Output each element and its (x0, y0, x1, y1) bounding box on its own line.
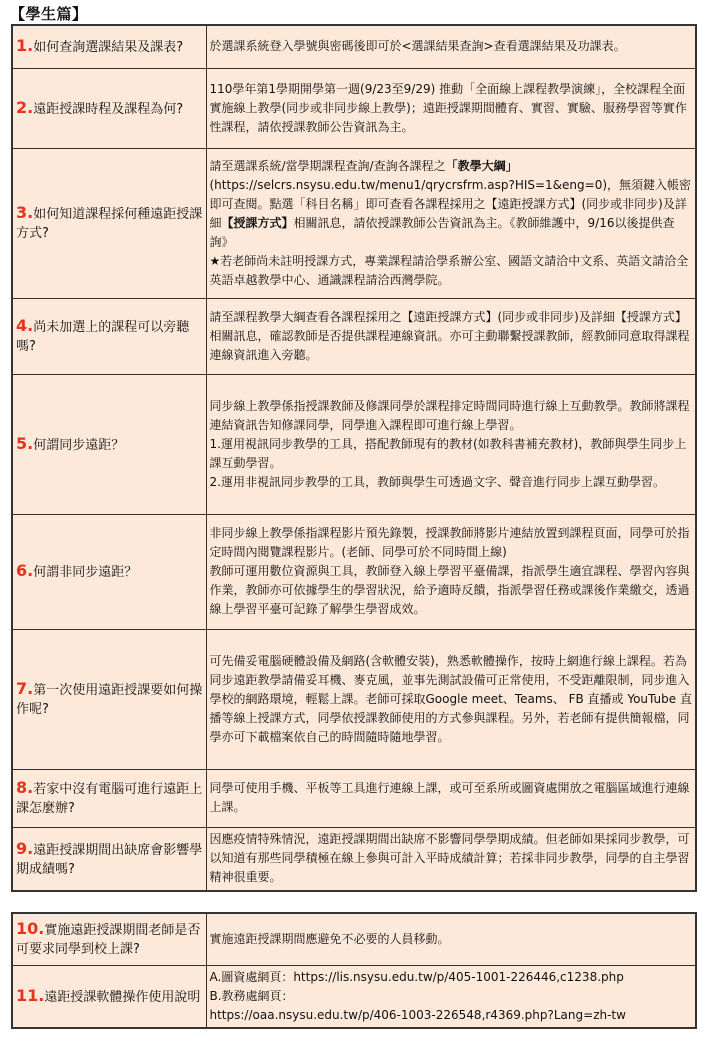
answer-cell: 同學可使用手機、平板等工具進行連線上課，或可至系所或圖資處開放之電腦區域進行連線上課。 (206, 769, 696, 827)
question-number: 7. (16, 679, 34, 698)
question-text: 遠距授課時程及課程為何? (33, 101, 184, 117)
question-text: 若家中沒有電腦可進行遠距上課怎麼辦? (16, 782, 203, 816)
question-cell (12, 25, 206, 68)
answer-cell: 請至課程教學大綱查看各課程採用之【遠距授課方式】(同步或非同步)及詳細【授課方式】相關訊息，確認教師是否提供課程連線資訊。亦可主動聯繫授課教師，經教師同意取得課程連線資訊進入旁聽。 (206, 298, 696, 374)
answer-text: (https://selcrs.nsysu.edu.tw/menu1/qrycrsfrm.asp?HIS=1&eng=0)，無須鍵入帳密即可查閱。點選「科目名稱」即可查看各課程採用之【遠距授課方式】(同步或非同步)及詳細 (209, 177, 692, 230)
answer-cell (206, 514, 696, 629)
answer-line: 非同步線上教學係指課程影片預先錄製，授課教師將影片連結放置到課程頁面，同學可於指定時間內閱覽課程影片。(老師、同學可於不同時間上線) (209, 526, 690, 559)
answer-cell: 110學年第1學期開學第一週(9/23至9/29) 推動「全面線上課程教學演練」，全校課程全面實施線上教學(同步或非同步線上教學)；遠距授課期間體育、實習、實驗、服務學習等實作性課程，請依授課教師公告資訊為主。 (206, 68, 696, 148)
answer-cell (206, 374, 696, 514)
question-number: 6. (16, 561, 34, 580)
question-number: 1. (16, 36, 34, 56)
answer-text: 請至選課系統/當學期課程查詢/查詢各課程之 (209, 158, 446, 173)
faq-row-3 (12, 148, 696, 298)
faq-row-7 (12, 629, 696, 769)
question-cell (12, 148, 206, 298)
answer-cell: 因應疫情特殊情況，遠距授課期間出缺席不影響同學學期成績。但老師如果採同步教學，可以知道有那些同學積極在線上參與可計入平時成績計算；若採非同步教學，同學的自主學習精神很重要。 (206, 827, 696, 891)
question-text: 何謂同步遠距？ (33, 437, 125, 453)
question-text: 如何查詢選課結果及課表? (33, 40, 184, 56)
question-number: 2. (16, 97, 34, 117)
answer-cell: 可先備妥電腦硬體設備及網路(含軟體安裝)，熟悉軟體操作，按時上網進行線上課程。若為同步遠距教學請備妥耳機、麥克風，並事先測試設備可正常使用，不受距離限制，同步進入學校的網路環境，輕鬆上課。老師可採取Google meet、Teams、 FB 直播或 YouTube 直播等線上授課方式，同學依授課教師使用的方式參與課程。另外，若老師有提供簡報檔，同學亦可下載檔案依自己的時間隨時隨地學習。 (206, 629, 696, 769)
question-cell (12, 68, 206, 148)
question-number: 8. (16, 778, 34, 797)
question-number: 5. (16, 433, 34, 453)
faq-row-8 (12, 769, 696, 827)
answer-line: 2.運用非視訊同步教學的工具，教師與學生可透過文字、聲音進行同步上課互動學習。 (209, 474, 665, 489)
question-text: 遠距授課軟體操作使用說明 (44, 989, 201, 1005)
faq-row-5 (12, 374, 696, 514)
faq-table-extra (11, 912, 697, 1029)
question-text: 何謂非同步遠距？ (33, 565, 138, 580)
question-cell (12, 298, 206, 374)
answer-note: ★若老師尚未註明授課方式，專業課程請洽學系辦公室、國語文請洽中文系、英語文請洽全英語卓越教學中心、通識課程請洽西灣學院。 (209, 253, 689, 287)
faq-row-10 (12, 913, 696, 965)
answer-cell: 實施遠距授課期間應避免不必要的人員移動。 (206, 913, 696, 965)
question-number: 10. (16, 919, 45, 939)
question-text: 如何知道課程採何種遠距授課方式? (16, 207, 203, 241)
faq-row-11 (12, 965, 696, 1028)
faq-table (11, 24, 697, 892)
answer-cell (206, 148, 696, 298)
answer-cell (206, 965, 696, 1028)
question-text: 遠距授課期間出缺席會影響學期成績嗎? (16, 842, 203, 877)
answer-line: 同步線上教學係指授課教師及修課同學於課程排定時間同時進行線上互動教學。教師將課程連結資訊告知修課同學，同學進入課程即可進行線上學習。 (209, 398, 690, 432)
library-link[interactable]: A.圖資處網頁：https://lis.nsysu.edu.tw/p/405-1001-226446,c1238.php (209, 969, 624, 984)
faq-row-2 (12, 68, 696, 148)
faq-row-1 (12, 25, 696, 68)
question-number: 9. (16, 838, 34, 858)
question-cell (12, 629, 206, 769)
question-cell (12, 769, 206, 827)
question-text: 第一次使用遠距授課要如何操作呢? (16, 683, 203, 717)
answer-cell: 於選課系統登入學號與密碼後即可於<選課結果查詢>查看選課結果及功課表。 (206, 25, 696, 68)
faq-row-9 (12, 827, 696, 891)
answer-line: B.教務處網頁： (209, 988, 294, 1003)
question-cell (12, 374, 206, 514)
academic-affairs-link[interactable]: https://oaa.nsysu.edu.tw/p/406-1003-226548,r4369.php?Lang=zh-tw (209, 1007, 626, 1022)
question-number: 4. (16, 316, 34, 335)
answer-line: 1.運用視訊同步教學的工具，搭配教師現有的教材(如教科書補充教材)，教師與學生同步上課互動學習。 (209, 436, 687, 470)
answer-line: 教師可運用數位資源與工具，教師登入線上學習平臺備課，指派學生適宜課程、學習內容與作業，教師亦可依據學生的學習狀況，給予適時反饋，指派學習任務或課後作業繳交，透過線上學習平臺可記錄了解學生學習成效。 (209, 564, 690, 616)
question-cell (12, 827, 206, 891)
section-title: 【學生篇】 (10, 5, 88, 23)
question-cell (12, 913, 206, 965)
question-cell (12, 514, 206, 629)
answer-bold-text: 「教學大綱」 (445, 158, 518, 173)
answer-text: 相關訊息，請依授課教師公告資訊為主。《教師維護中，9/16以後提供查詢》 (209, 215, 675, 249)
faq-row-6 (12, 514, 696, 629)
question-number: 3. (16, 203, 34, 222)
question-cell (12, 965, 206, 1028)
question-text: 尚未加選上的課程可以旁聽嗎? (16, 320, 190, 354)
question-number: 11. (16, 985, 45, 1005)
answer-bold-text: 【授課方式】 (221, 215, 294, 230)
question-text: 實施遠距授課期間老師是否可要求同學到校上課? (16, 923, 201, 958)
faq-row-4 (12, 298, 696, 374)
